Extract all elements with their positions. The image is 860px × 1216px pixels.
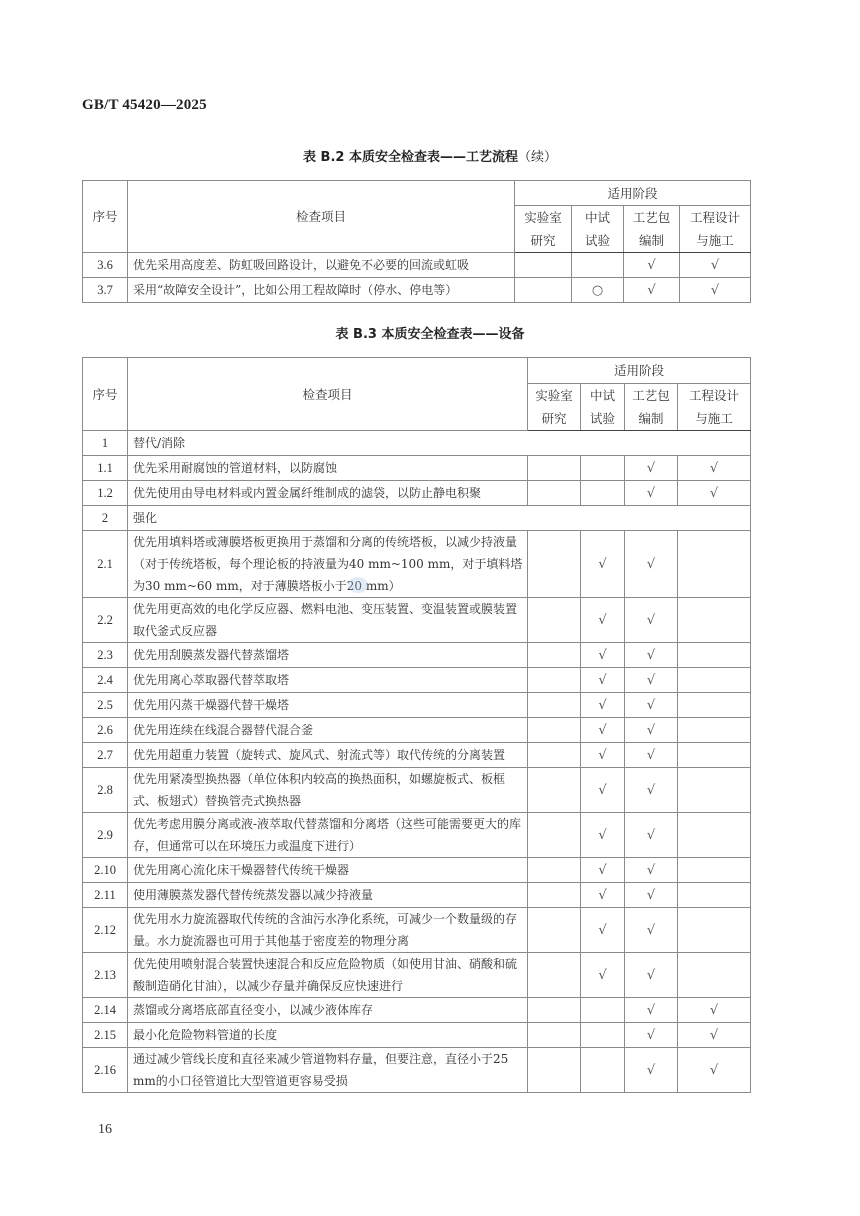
header-stage-lab: 实验室 研究 xyxy=(515,206,572,253)
row-item: 优先用水力旋流器取代传统的含油污水净化系统，可减少一个数量级的存量。水力旋流器也可用于其他基于密度差的物理分离 xyxy=(128,908,528,953)
stage-mark-package: √ xyxy=(625,858,678,883)
stage-mark-lab xyxy=(528,768,581,813)
row-item: 优先使用由导电材料或内置金属纤维制成的滤袋，以防止静电积聚 xyxy=(128,481,528,506)
stage-mark-pilot: √ xyxy=(581,643,625,668)
header-item: 检查项目 xyxy=(128,181,515,253)
section-title: 强化 xyxy=(128,506,751,531)
stage-mark-lab xyxy=(528,693,581,718)
stage-mark-engineering: √ xyxy=(680,253,751,278)
table-b2 xyxy=(82,180,751,303)
table-row xyxy=(83,883,751,908)
stage-mark-lab xyxy=(528,998,581,1023)
stage-mark-engineering xyxy=(678,693,751,718)
row-seq: 2 xyxy=(83,506,128,531)
stage-mark-engineering xyxy=(678,768,751,813)
stage-mark-engineering xyxy=(678,908,751,953)
row-item: 优先采用耐腐蚀的管道材料，以防腐蚀 xyxy=(128,456,528,481)
row-item: 优先用离心流化床干燥器替代传统干燥器 xyxy=(128,858,528,883)
stage-mark-engineering xyxy=(678,668,751,693)
header-stage-engineering: 工程设计 与施工 xyxy=(678,384,751,431)
stage-mark-lab xyxy=(528,643,581,668)
stage-mark-lab xyxy=(528,858,581,883)
stage-mark-package: √ xyxy=(625,718,678,743)
stage-mark-lab xyxy=(528,718,581,743)
stage-mark-lab xyxy=(515,278,572,303)
stage-mark-lab xyxy=(528,743,581,768)
header-item: 检查项目 xyxy=(128,358,528,431)
row-item: 通过减少管线长度和直径来减少管道物料存量，但要注意，直径小于25 mm的小口径管道比大型管道更容易受损 xyxy=(128,1048,528,1093)
table-row xyxy=(83,768,751,813)
stage-mark-package: √ xyxy=(625,953,678,998)
stage-mark-lab xyxy=(528,953,581,998)
table-row xyxy=(83,456,751,481)
table-row xyxy=(83,668,751,693)
stage-mark-package: √ xyxy=(625,598,678,643)
row-item: 优先采用高度差、防虹吸回路设计，以避免不必要的回流或虹吸 xyxy=(128,253,515,278)
stage-mark-engineering xyxy=(678,883,751,908)
row-item: 优先使用喷射混合装置快速混合和反应危险物质（如使用甘油、硝酸和硫酸制造硝化甘油），以减少存量并确保反应快速进行 xyxy=(128,953,528,998)
table-row xyxy=(83,998,751,1023)
section-title: 替代/消除 xyxy=(128,431,751,456)
row-item: 使用薄膜蒸发器代替传统蒸发器以减少持液量 xyxy=(128,883,528,908)
row-seq: 2.2 xyxy=(83,598,128,643)
header-seq: 序号 xyxy=(83,181,128,253)
stage-mark-pilot: √ xyxy=(581,813,625,858)
row-item: 优先用超重力装置（旋转式、旋风式、射流式等）取代传统的分离装置 xyxy=(128,743,528,768)
table-b3-body xyxy=(83,431,751,1093)
header-stage-pilot: 中试 试验 xyxy=(572,206,624,253)
row-seq: 2.11 xyxy=(83,883,128,908)
row-item: 最小化危险物料管道的长度 xyxy=(128,1023,528,1048)
page-number: 16 xyxy=(98,1122,112,1137)
row-seq: 1.1 xyxy=(83,456,128,481)
stage-mark-pilot: √ xyxy=(581,768,625,813)
stage-mark-package: √ xyxy=(625,908,678,953)
stage-mark-package: √ xyxy=(625,531,678,598)
row-seq: 1.2 xyxy=(83,481,128,506)
table-row xyxy=(83,718,751,743)
stage-mark-engineering: √ xyxy=(678,1048,751,1093)
row-seq: 2.15 xyxy=(83,1023,128,1048)
stage-mark-package: √ xyxy=(625,998,678,1023)
row-item: 优先用更高效的电化学反应器、燃料电池、变压装置、变温装置或膜装置取代釜式反应器 xyxy=(128,598,528,643)
header-stage-package: 工艺包 编制 xyxy=(624,206,680,253)
row-item: 优先用闪蒸干燥器代替干燥塔 xyxy=(128,693,528,718)
stage-mark-lab xyxy=(528,481,581,506)
stage-mark-engineering: √ xyxy=(678,481,751,506)
stage-mark-engineering: √ xyxy=(678,456,751,481)
stage-mark-package: √ xyxy=(625,768,678,813)
row-seq: 2.4 xyxy=(83,668,128,693)
table-row xyxy=(83,743,751,768)
stage-mark-package: √ xyxy=(625,668,678,693)
stage-mark-lab xyxy=(528,598,581,643)
stage-mark-pilot: √ xyxy=(581,668,625,693)
row-seq: 2.6 xyxy=(83,718,128,743)
stage-mark-engineering xyxy=(678,858,751,883)
row-item: 优先用连续在线混合器替代混合釜 xyxy=(128,718,528,743)
row-seq: 2.16 xyxy=(83,1048,128,1093)
table-b2-caption xyxy=(0,146,860,165)
table-b2-caption-title: 表 B.2 本质安全检查表——工艺流程 xyxy=(303,150,518,165)
table-b3 xyxy=(82,357,751,1093)
row-seq: 2.8 xyxy=(83,768,128,813)
stage-mark-engineering xyxy=(678,743,751,768)
stage-mark-engineering: √ xyxy=(678,1023,751,1048)
table-row xyxy=(83,1048,751,1093)
stage-mark-pilot xyxy=(581,456,625,481)
stage-mark-package: √ xyxy=(625,743,678,768)
stage-mark-lab xyxy=(528,1048,581,1093)
stage-mark-lab xyxy=(515,253,572,278)
stage-mark-pilot: √ xyxy=(581,858,625,883)
row-item: 优先用离心萃取器代替萃取塔 xyxy=(128,668,528,693)
stage-mark-pilot xyxy=(581,481,625,506)
row-item: 采用“故障安全设计”，比如公用工程故障时（停水、停电等） xyxy=(128,278,515,303)
header-stage-lab: 实验室 研究 xyxy=(528,384,581,431)
stage-mark-lab xyxy=(528,908,581,953)
stage-mark-pilot: √ xyxy=(581,953,625,998)
table-row xyxy=(83,908,751,953)
header-stage-group: 适用阶段 xyxy=(528,358,751,384)
stage-mark-package: √ xyxy=(624,253,680,278)
table-row xyxy=(83,598,751,643)
stage-mark-package: √ xyxy=(625,1048,678,1093)
stage-mark-package: √ xyxy=(625,643,678,668)
row-seq: 2.3 xyxy=(83,643,128,668)
table-row xyxy=(83,253,751,278)
stage-mark-lab xyxy=(528,1023,581,1048)
row-seq: 2.12 xyxy=(83,908,128,953)
header-seq: 序号 xyxy=(83,358,128,431)
stage-mark-pilot xyxy=(581,998,625,1023)
row-seq: 1 xyxy=(83,431,128,456)
stage-mark-package: √ xyxy=(625,456,678,481)
stage-mark-package: √ xyxy=(625,813,678,858)
row-seq: 2.5 xyxy=(83,693,128,718)
table-b2-body xyxy=(83,253,751,303)
row-item: 优先考虑用膜分离或液-液萃取代替蒸馏和分离塔（这些可能需要更大的库存，但通常可以在环境压力或温度下进行） xyxy=(128,813,528,858)
row-item: 优先用填料塔或薄膜塔板更换用于蒸馏和分离的传统塔板，以减少持液量（对于传统塔板，每个理论板的持液量为40 mm~100 mm，对于填料塔为30 mm~60 mm，对于薄膜塔板小于20 mm） xyxy=(128,531,528,598)
stage-mark-lab xyxy=(528,813,581,858)
stage-mark-pilot: √ xyxy=(581,598,625,643)
standard-code: GB/T 45420—2025 xyxy=(82,97,207,113)
section-row xyxy=(83,431,751,456)
table-row xyxy=(83,813,751,858)
stage-mark-lab xyxy=(528,668,581,693)
stage-mark-package: √ xyxy=(625,481,678,506)
table-row xyxy=(83,693,751,718)
table-row xyxy=(83,858,751,883)
stage-mark-pilot: √ xyxy=(581,908,625,953)
stage-mark-engineering xyxy=(678,598,751,643)
stage-mark-package: √ xyxy=(625,1023,678,1048)
row-seq: 2.14 xyxy=(83,998,128,1023)
stage-mark-pilot: √ xyxy=(581,743,625,768)
table-row xyxy=(83,1023,751,1048)
stage-mark-lab xyxy=(528,883,581,908)
stage-mark-engineering xyxy=(678,531,751,598)
stage-mark-engineering: √ xyxy=(678,998,751,1023)
row-item: 蒸馏或分离塔底部直径变小，以减少液体库存 xyxy=(128,998,528,1023)
section-row xyxy=(83,506,751,531)
table-row xyxy=(83,531,751,598)
row-item: 优先用紧凑型换热器（单位体积内较高的换热面积，如螺旋板式、板框式、板翅式）替换管壳式换热器 xyxy=(128,768,528,813)
header-stage-package: 工艺包 编制 xyxy=(625,384,678,431)
watermark-logo xyxy=(348,577,368,593)
row-seq: 2.7 xyxy=(83,743,128,768)
table-row xyxy=(83,953,751,998)
stage-mark-lab xyxy=(528,531,581,598)
table-b2-caption-continued: （续） xyxy=(517,150,557,165)
table-b3-caption: 表 B.3 本质安全检查表——设备 xyxy=(335,327,525,342)
row-seq: 3.7 xyxy=(83,278,128,303)
stage-mark-pilot: √ xyxy=(581,718,625,743)
stage-mark-engineering xyxy=(678,718,751,743)
stage-mark-engineering: √ xyxy=(680,278,751,303)
header-stage-group: 适用阶段 xyxy=(515,181,751,206)
row-seq: 3.6 xyxy=(83,253,128,278)
stage-mark-pilot: ○ xyxy=(572,278,624,303)
table-row xyxy=(83,643,751,668)
stage-mark-package: √ xyxy=(625,693,678,718)
table-row xyxy=(83,481,751,506)
row-item: 优先用刮膜蒸发器代替蒸馏塔 xyxy=(128,643,528,668)
row-seq: 2.9 xyxy=(83,813,128,858)
header-stage-pilot: 中试 试验 xyxy=(581,384,625,431)
stage-mark-pilot: √ xyxy=(581,883,625,908)
stage-mark-package: √ xyxy=(625,883,678,908)
stage-mark-pilot xyxy=(581,1048,625,1093)
stage-mark-pilot: √ xyxy=(581,531,625,598)
table-row xyxy=(83,278,751,303)
stage-mark-engineering xyxy=(678,643,751,668)
stage-mark-pilot xyxy=(572,253,624,278)
header-stage-engineering: 工程设计 与施工 xyxy=(680,206,751,253)
row-seq: 2.1 xyxy=(83,531,128,598)
stage-mark-pilot xyxy=(581,1023,625,1048)
row-seq: 2.10 xyxy=(83,858,128,883)
stage-mark-pilot: √ xyxy=(581,693,625,718)
stage-mark-lab xyxy=(528,456,581,481)
stage-mark-engineering xyxy=(678,813,751,858)
stage-mark-package: √ xyxy=(624,278,680,303)
row-seq: 2.13 xyxy=(83,953,128,998)
stage-mark-engineering xyxy=(678,953,751,998)
